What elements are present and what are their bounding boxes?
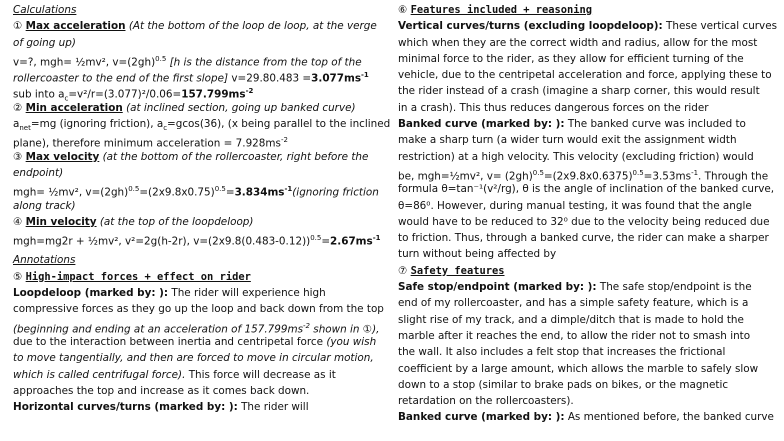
superscript: 0.5	[532, 168, 544, 177]
result-value: 3.834ms	[234, 186, 285, 199]
text: be, mgh=½mv², v= (2gh)	[398, 170, 533, 183]
min-velocity-formula	[13, 230, 388, 246]
max-acceleration-label: Max acceleration	[25, 20, 126, 33]
text: due to the interaction between inertia and centripetal force	[13, 335, 324, 348]
text: =gcos(36), (x being parallel to the inclined	[167, 118, 391, 131]
text: =(2x9.8x0.6375)	[543, 170, 633, 183]
vertical-curves-paragraph-2: which when they are the correct width and radius, allow for the most	[398, 36, 758, 49]
safe-stop-paragraph-5: the wall. It also includes a felt stop that increases the frictional	[398, 346, 726, 359]
vertical-curves-label: Vertical curves/turns (excluding loopdeloop):	[398, 20, 663, 33]
min-acceleration-formula-1	[13, 116, 391, 133]
text: The safe stop/endpoint is the	[596, 281, 752, 294]
safety-title	[398, 263, 776, 279]
text: (ignoring friction	[292, 186, 379, 199]
text: v=29.80.483 =	[228, 72, 312, 85]
horizontal-curves-paragraph	[13, 399, 388, 415]
subscript: net	[19, 124, 31, 133]
min-velocity-note: (at the top of the loopdeloop)	[99, 215, 254, 228]
banked-curve-paragraph-7: would have to be reduced to 32⁰ due to the velocity being reduced due	[398, 215, 770, 228]
safe-stop-paragraph-4: marble after it reaches the end, to allow the rider not to smash into	[398, 329, 751, 342]
safe-stop-paragraph-1	[398, 279, 776, 295]
horizontal-curves-label: Horizontal curves/turns (marked by: ):	[13, 401, 238, 414]
text: mgh=mg2r + ½mv², v²=2g(h-2r), v=(2x9.8(0.483-0.12))	[13, 235, 311, 248]
safe-stop-paragraph-7: down to a stop (similar to brake pads on bikes, or the magnetic	[398, 378, 729, 391]
min-acceleration-title	[13, 100, 388, 116]
superscript: -1	[372, 234, 381, 243]
max-velocity-formula	[13, 181, 388, 197]
text: . Through the	[698, 170, 769, 183]
min-velocity-label: Min velocity	[25, 215, 97, 228]
loopdeloop-paragraph-3	[13, 318, 388, 334]
loopdeloop-paragraph-2: compressive forces as they go up the loop and back down from the top	[13, 303, 384, 316]
vertical-curves-paragraph-4: vehicle, due to the centripetal acceleration and force, applying these to	[398, 69, 772, 82]
superscript: -2	[245, 87, 254, 96]
max-acceleration-title	[13, 18, 388, 34]
superscript: 0.5	[310, 234, 322, 243]
banked-curve-paragraph-1	[398, 116, 776, 132]
result-value: 3.077ms	[311, 72, 362, 85]
banked-curve-paragraph-6: θ=86⁰. However, during manual testing, it was found that the angle	[398, 199, 752, 212]
banked-curve-label: Banked curve (marked by: ):	[398, 118, 565, 131]
max-velocity-formula-cont: along track)	[13, 199, 76, 212]
circled-number-4: ④	[13, 215, 23, 228]
max-velocity-note: (at the bottom of the rollercoaster, right before the	[102, 150, 369, 163]
banked-curve-paragraph-8: to friction. Thus, through a banked curve, the rider can make a sharper	[398, 232, 769, 245]
max-velocity-title	[13, 149, 388, 165]
loopdeloop-paragraph-5: to move tangentially, and then are forced to move in circular motion,	[13, 352, 374, 365]
text: =mg (ignoring friction), a	[30, 118, 164, 131]
safe-stop-paragraph-8: retardation on the rollercoasters).	[398, 395, 574, 408]
text: (beginning and ending at an acceleration of 157.799ms	[13, 323, 303, 336]
safe-stop-paragraph-2: end of my rollercoaster, and has a simple safety feature, which is a	[398, 297, 749, 310]
text: shown in ①),	[309, 323, 380, 336]
banked-curve-2-paragraph	[398, 409, 776, 425]
max-velocity-note-cont: endpoint)	[13, 166, 64, 179]
circled-number-7: ⑦	[398, 264, 408, 277]
loopdeloop-paragraph-6	[13, 367, 388, 383]
text: rollercoaster to the end of the first slope]	[13, 72, 229, 85]
vertical-curves-paragraph-6: in a crash). This thus reduces dangerous forces on the rider	[398, 101, 709, 114]
max-acceleration-note-cont: of going up)	[13, 36, 76, 49]
banked-curve-paragraph-4	[398, 165, 776, 181]
text: plane), therefore minimum acceleration = 7.928ms	[13, 137, 281, 150]
text: =(2x9.8x0.75)	[139, 186, 215, 199]
text: As mentioned before, the banked curve	[564, 411, 774, 424]
circled-number-2: ②	[13, 101, 23, 114]
high-impact-label: High-impact forces + effect on rider	[25, 270, 251, 283]
text: The banked curve was included to	[564, 118, 746, 131]
min-acceleration-label: Min acceleration	[25, 101, 123, 114]
safe-stop-paragraph-6: coefficient by a large amount, which allows the marble to safely slow	[398, 362, 759, 375]
safe-stop-paragraph-3: slight rise of my track, and a dimple/ditch that is made to hold the	[398, 313, 744, 326]
text: sub into a	[13, 88, 65, 101]
text: The rider will experience high	[168, 287, 326, 300]
features-label: Features included + reasoning	[410, 4, 593, 16]
max-acceleration-formula-2	[13, 67, 388, 83]
result-value: 2.67ms	[330, 235, 373, 248]
loopdeloop-paragraph-7: approaches the top and increase as it comes back down.	[13, 384, 310, 397]
text: The rider will	[237, 401, 309, 414]
banked-curve-paragraph-2: make a sharp turn (a wider turn would exit the assignment width	[398, 134, 737, 147]
text: (you wish	[323, 335, 377, 348]
superscript: 0.5	[155, 54, 167, 63]
text: This force will decrease as it	[185, 368, 336, 381]
safety-label: Safety features	[410, 264, 505, 277]
max-acceleration-note: (At the bottom of the loop de loop, at the verge	[128, 20, 377, 33]
calculations-heading: Calculations	[13, 4, 77, 16]
text: a	[13, 118, 20, 131]
superscript: -2	[280, 136, 288, 145]
superscript: -2	[303, 321, 310, 330]
left-column	[13, 2, 391, 415]
max-velocity-label: Max velocity	[25, 150, 100, 163]
circled-number-6: ⑥	[398, 4, 408, 16]
result-value: 157.799ms	[181, 88, 246, 101]
vertical-curves-paragraph-1	[398, 18, 776, 34]
safe-stop-label: Safe stop/endpoint (marked by: ):	[398, 281, 597, 294]
vertical-curves-paragraph-3: minimal force to the rider, as they allow for efficient turning of the	[398, 52, 744, 65]
superscript: 0.5	[214, 185, 226, 194]
text: mgh= ½mv², v=(2gh)	[13, 186, 129, 199]
min-acceleration-note: (at inclined section, going up banked curve)	[126, 101, 356, 114]
features-title	[398, 2, 776, 18]
loopdeloop-paragraph-1	[13, 285, 388, 301]
min-acceleration-formula-2	[13, 132, 388, 148]
text: v=?, mgh= ½mv², v=(2gh)	[13, 56, 156, 69]
text: =3.53ms	[643, 170, 692, 183]
superscript: -1	[284, 185, 293, 194]
subscript: c	[163, 124, 168, 133]
banked-curve-2-label: Banked curve (marked by: ):	[398, 411, 565, 424]
text: =v²/r=(3.077)²/0.06=	[68, 88, 182, 101]
superscript: 0.5	[632, 168, 644, 177]
max-acceleration-formula-3	[13, 83, 388, 104]
subscript: c	[64, 95, 69, 104]
circled-number-1: ①	[13, 20, 23, 33]
banked-curve-paragraph-9: turn without being affected by	[398, 248, 557, 261]
circled-number-3: ③	[13, 150, 23, 163]
max-acceleration-formula-1	[13, 51, 388, 67]
superscript: -1	[361, 71, 369, 80]
loopdeloop-paragraph-4	[13, 334, 388, 350]
vertical-curves-paragraph-5: the rider instead of a crash (imagine a sharp corner, this would result	[398, 85, 760, 98]
superscript: -1	[691, 168, 699, 177]
text: These vertical curves	[662, 20, 778, 33]
high-impact-title	[13, 269, 388, 285]
text: =	[321, 235, 331, 248]
text: which is called centrifugal force).	[13, 368, 186, 381]
text: =	[225, 186, 235, 199]
min-velocity-title	[13, 214, 388, 230]
loopdeloop-label: Loopdeloop (marked by: ):	[13, 287, 169, 300]
circled-number-5: ⑤	[13, 270, 23, 283]
banked-curve-paragraph-3: restriction) at a high velocity. This velocity (excluding friction) would	[398, 150, 754, 163]
banked-curve-paragraph-5: formula θ=tan⁻¹(v²/rg), θ is the angle of inclination of the banked curve,	[398, 183, 775, 196]
annotations-heading: Annotations	[13, 254, 76, 267]
text: [h is the distance from the top of the	[166, 56, 362, 69]
superscript: 0.5	[128, 185, 140, 194]
right-column	[398, 2, 776, 426]
